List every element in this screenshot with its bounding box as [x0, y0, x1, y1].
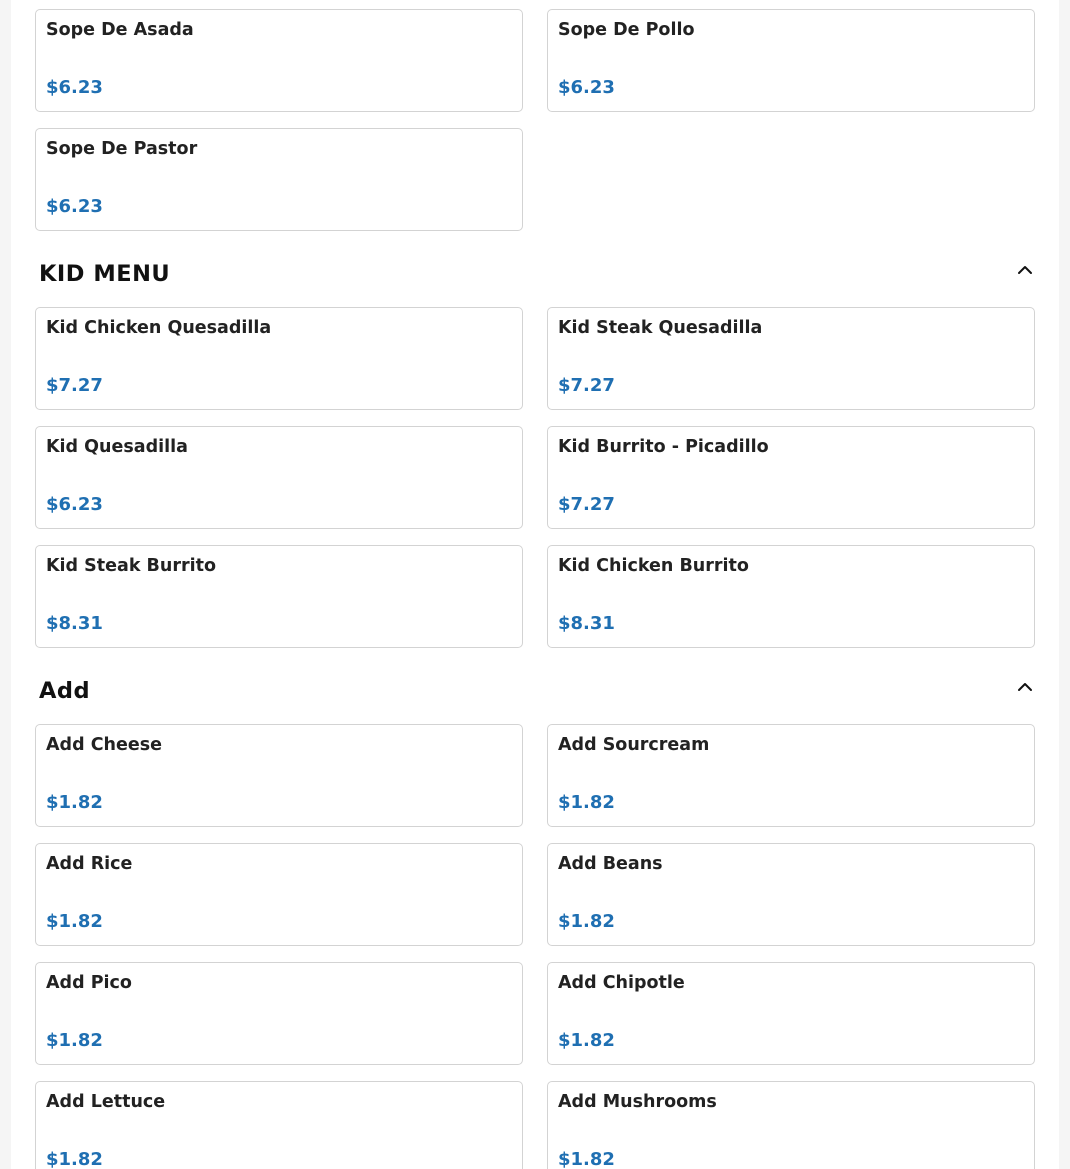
item-price: $1.82	[558, 1149, 615, 1169]
menu-item-card[interactable]	[547, 9, 1035, 112]
item-name: Sope De Pastor	[46, 139, 198, 159]
item-price: $7.27	[558, 375, 615, 396]
item-price: $6.23	[46, 494, 103, 515]
item-name: Kid Steak Burrito	[46, 556, 217, 576]
item-name: Add Rice	[46, 854, 133, 874]
item-name: Add Mushrooms	[558, 1092, 717, 1112]
menu-item-card[interactable]	[35, 128, 523, 231]
menu-item-card[interactable]	[35, 1081, 523, 1169]
item-price: $6.23	[558, 77, 615, 98]
menu-item-card[interactable]	[35, 307, 523, 410]
item-price: $1.82	[558, 911, 615, 932]
item-name: Add Lettuce	[46, 1092, 166, 1112]
menu-item-card[interactable]	[547, 843, 1035, 946]
item-price: $6.23	[46, 77, 103, 98]
menu-item-card[interactable]	[35, 9, 523, 112]
item-price: $7.27	[46, 375, 103, 396]
item-price: $1.82	[46, 792, 103, 813]
menu-item-card[interactable]	[35, 426, 523, 529]
menu-item-card[interactable]	[547, 307, 1035, 410]
menu-item-card[interactable]	[547, 962, 1035, 1065]
section-header[interactable]	[11, 252, 1059, 292]
menu-item-card[interactable]	[547, 724, 1035, 827]
item-name: Kid Burrito - Picadillo	[558, 437, 769, 457]
item-name: Add Beans	[558, 854, 663, 874]
item-name: Add Cheese	[46, 735, 163, 755]
menu-item-card[interactable]	[547, 1081, 1035, 1169]
item-name: Add Pico	[46, 973, 132, 993]
section-header[interactable]	[11, 669, 1059, 709]
item-name: Kid Chicken Burrito	[558, 556, 749, 576]
menu-item-card[interactable]	[35, 545, 523, 648]
menu-item-card[interactable]	[547, 545, 1035, 648]
item-price: $1.82	[558, 792, 615, 813]
item-price: $8.31	[558, 613, 615, 634]
chevron-up-icon[interactable]	[1015, 260, 1035, 280]
menu-page	[11, 0, 1059, 1169]
item-name: Add Chipotle	[558, 973, 685, 993]
section-title: KID MENU	[39, 261, 171, 287]
item-price: $1.82	[46, 1149, 103, 1169]
menu-item-card[interactable]	[35, 962, 523, 1065]
item-name: Add Sourcream	[558, 735, 710, 755]
chevron-up-icon[interactable]	[1015, 677, 1035, 697]
item-price: $8.31	[46, 613, 103, 634]
item-name: Kid Steak Quesadilla	[558, 318, 763, 338]
item-price: $1.82	[558, 1030, 615, 1051]
section-title: Add	[39, 678, 91, 704]
menu-item-card[interactable]	[35, 843, 523, 946]
item-name: Kid Quesadilla	[46, 437, 188, 457]
item-price: $1.82	[46, 1030, 103, 1051]
item-name: Sope De Pollo	[558, 20, 695, 40]
menu-item-card[interactable]	[35, 724, 523, 827]
item-price: $6.23	[46, 196, 103, 217]
item-name: Sope De Asada	[46, 20, 194, 40]
item-name: Kid Chicken Quesadilla	[46, 318, 272, 338]
item-price: $7.27	[558, 494, 615, 515]
menu-item-card[interactable]	[547, 426, 1035, 529]
item-price: $1.82	[46, 911, 103, 932]
